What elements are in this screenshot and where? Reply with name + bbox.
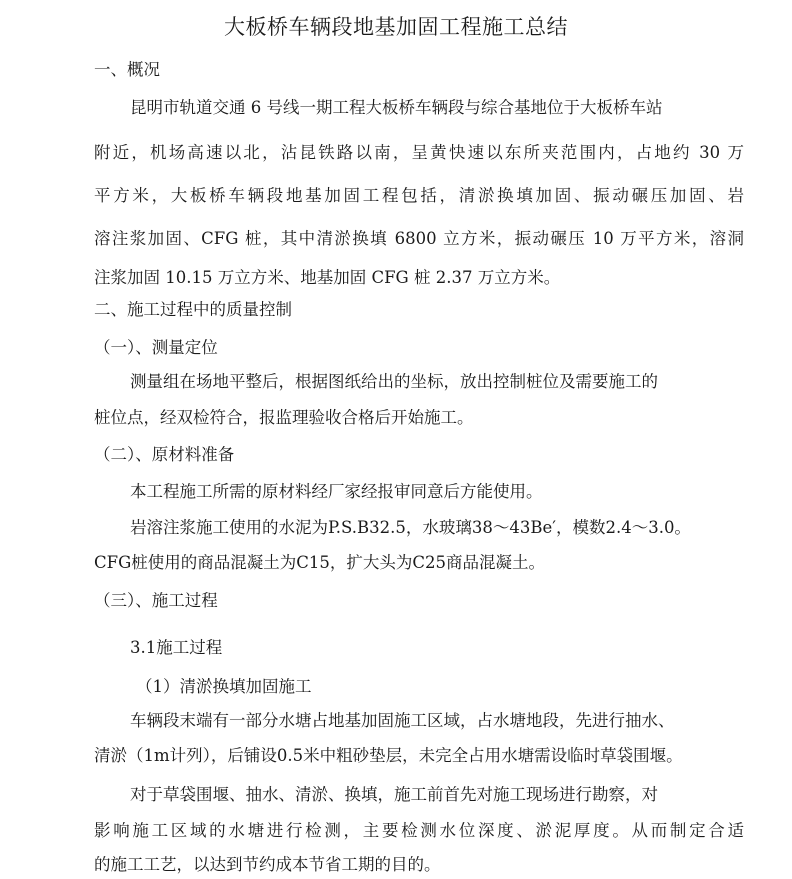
- subsection-heading-materials: （二）、原材料准备: [94, 445, 235, 464]
- document-title: 大板桥车辆段地基加固工程施工总结: [224, 15, 568, 39]
- paragraph-line: 注浆加固 10.15 万立方米、地基加固 CFG 桩 2.37 万立方米。: [94, 268, 561, 287]
- paragraph-line: 清淤（1m计列），后铺设0.5米中粗砂垫层，未完全占用水塘需设临时草袋围堰。: [94, 746, 683, 765]
- subsection-heading-survey: （一）、测量定位: [94, 338, 218, 357]
- paragraph-line: CFG桩使用的商品混凝土为C15，扩大头为C25商品混凝土。: [94, 553, 545, 572]
- paragraph-line: 的施工工艺，以达到节约成本节省工期的目的。: [94, 855, 441, 874]
- paragraph-line: 昆明市轨道交通 6 号线一期工程大板桥车辆段与综合基地位于大板桥车站: [130, 98, 663, 117]
- subsection-heading-process: （三）、施工过程: [94, 591, 218, 610]
- paragraph-line: 车辆段末端有一部分水塘占地基加固施工区域，占水塘地段，先进行抽水、: [130, 711, 675, 730]
- paragraph-line: 桩位点，经双检符合，报监理验收合格后开始施工。: [94, 408, 474, 427]
- section-heading-quality-control: 二、施工过程中的质量控制: [94, 300, 292, 319]
- paragraph-line: 岩溶注浆施工使用的水泥为P.S.B32.5，水玻璃38～43Be′，模数2.4～3.0。: [130, 518, 691, 537]
- subsubsection-heading: 3.1施工过程: [130, 638, 223, 657]
- section-heading-overview: 一、概况: [94, 60, 160, 79]
- paragraph-line: 附近，机场高速以北，沾昆铁路以南，呈黄快速以东所夹范围内，占地约 30 万: [94, 143, 744, 162]
- paragraph-line: 本工程施工所需的原材料经厂家经报审同意后方能使用。: [130, 482, 543, 501]
- paragraph-line: 影响施工区域的水塘进行检测，主要检测水位深度、淤泥厚度。从而制定合适: [94, 821, 744, 840]
- item-heading: （1）清淤换填加固施工: [136, 677, 312, 696]
- paragraph-line: 溶注浆加固、CFG 桩，其中清淤换填 6800 立方米，振动碾压 10 万平方米，溶洞: [94, 229, 744, 248]
- paragraph-line: 对于草袋围堰、抽水、清淤、换填，施工前首先对施工现场进行勘察，对: [130, 785, 658, 804]
- paragraph-line: 测量组在场地平整后，根据图纸给出的坐标，放出控制桩位及需要施工的: [130, 372, 658, 391]
- paragraph-line: 平方米，大板桥车辆段地基加固工程包括，清淤换填加固、振动碾压加固、岩: [94, 186, 744, 205]
